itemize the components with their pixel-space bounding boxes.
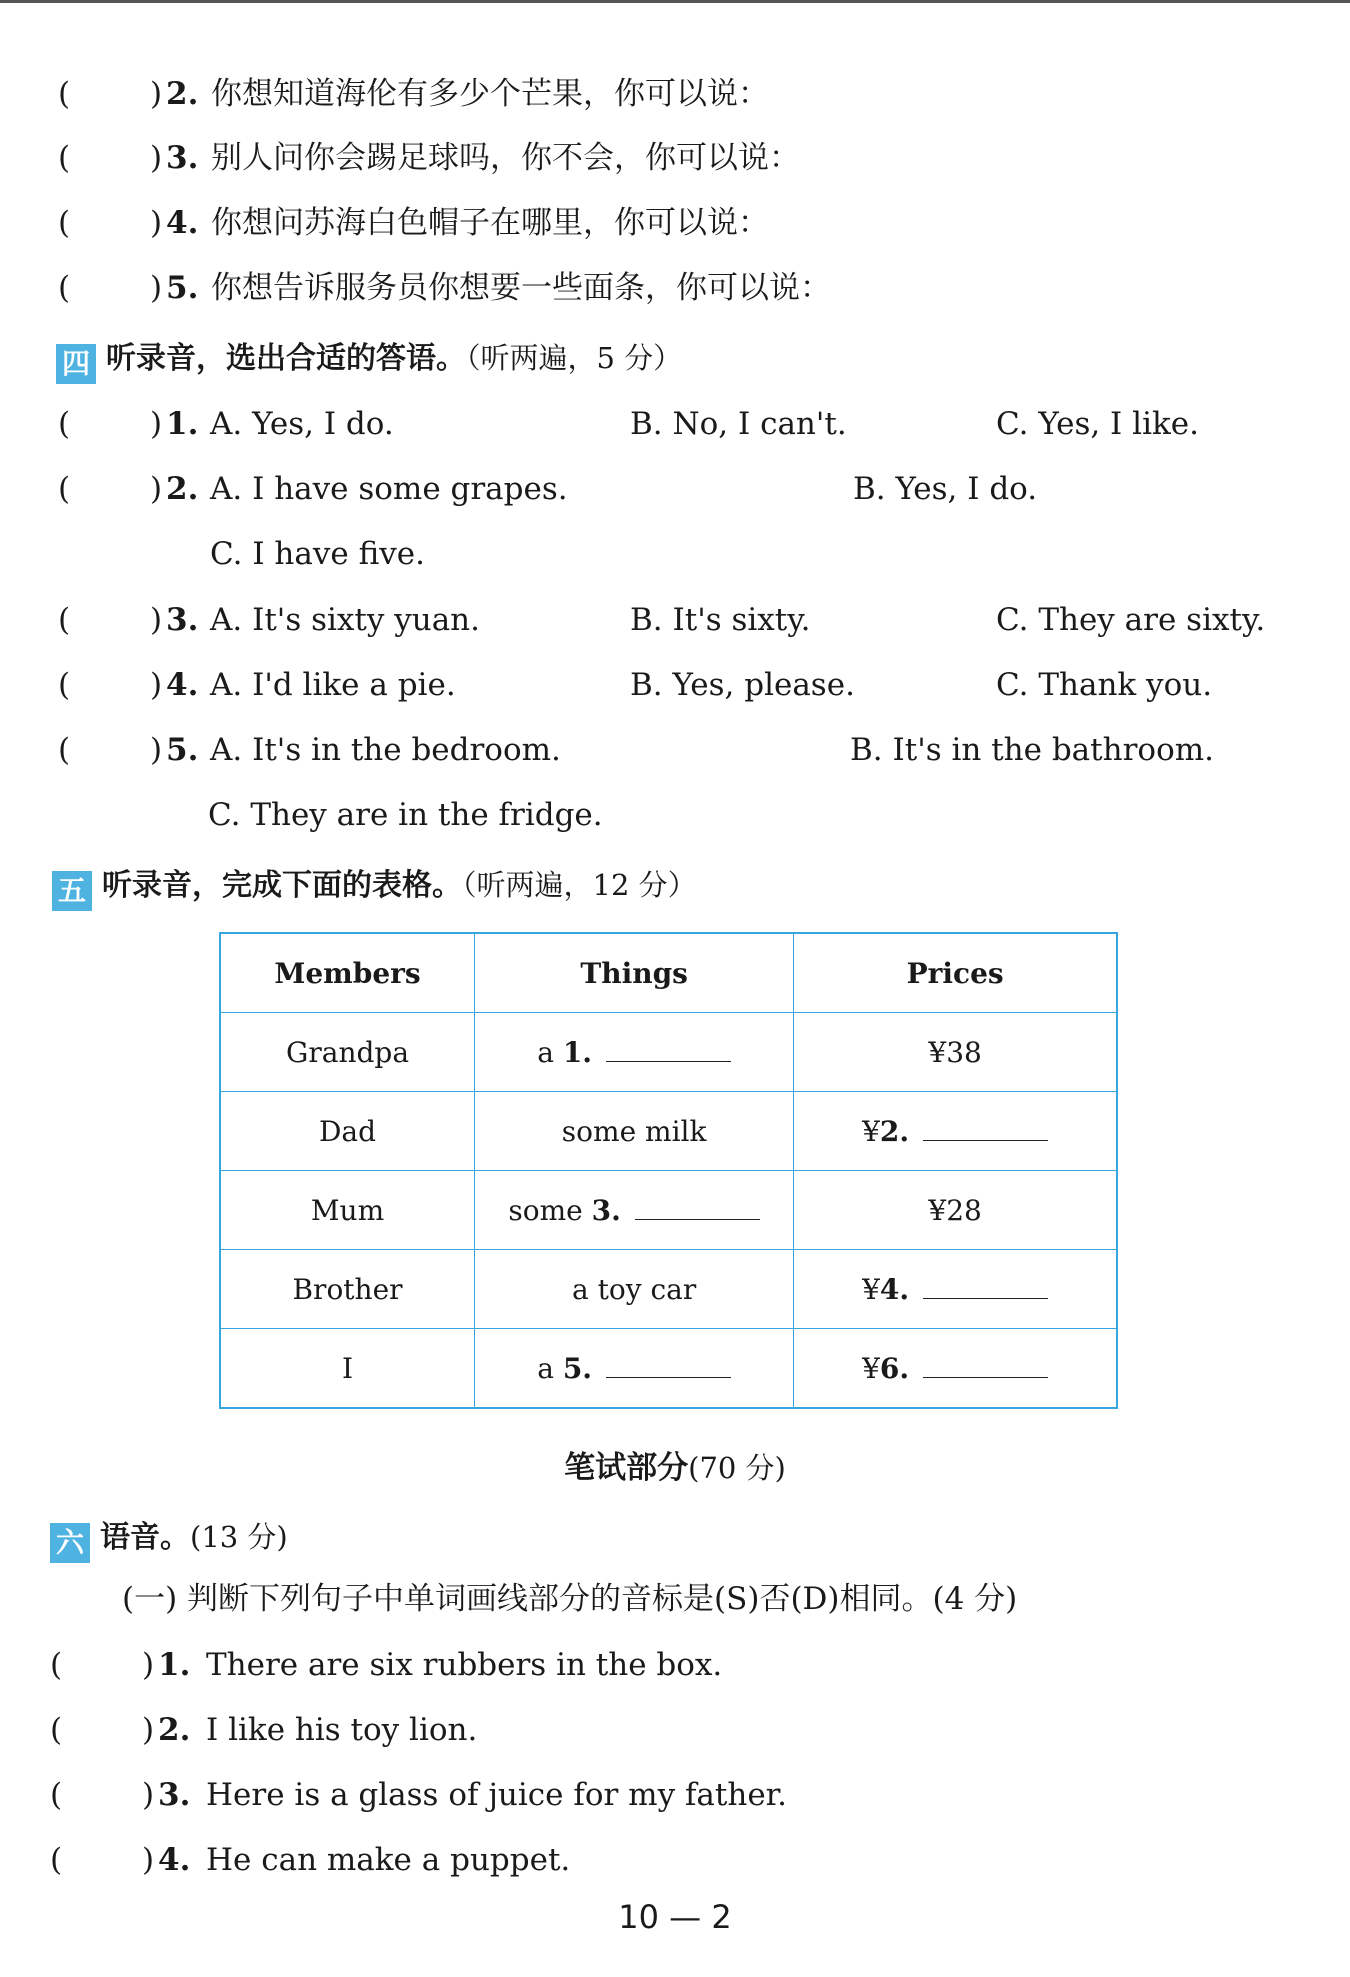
paren-open: ( bbox=[58, 76, 71, 112]
page-number: 10 — 2 bbox=[618, 1898, 732, 1936]
section-note: （听两遍，12 分） bbox=[462, 868, 697, 902]
table-row bbox=[220, 1329, 1117, 1409]
table-row bbox=[220, 1171, 1117, 1250]
thing-cell bbox=[475, 1329, 794, 1409]
question-number: 2. bbox=[158, 1712, 191, 1748]
part-title: 笔试部分 bbox=[564, 1450, 689, 1486]
option-a: A. I'd like a pie. bbox=[210, 667, 456, 703]
option-a: A. I have some grapes. bbox=[210, 471, 568, 507]
question-text: 你想知道海伦有多少个芒果，你可以说： bbox=[211, 76, 769, 112]
option-c: C. Yes, I like. bbox=[996, 406, 1199, 442]
option-a: A. It's in the bedroom. bbox=[210, 732, 561, 768]
question-text: I like his toy lion. bbox=[206, 1712, 478, 1748]
question-item bbox=[58, 268, 831, 308]
answer-blank[interactable] bbox=[923, 1355, 1048, 1378]
thing-cell bbox=[475, 1013, 794, 1092]
option-b: B. Yes, please. bbox=[630, 667, 855, 703]
question-item bbox=[50, 1710, 478, 1750]
option-b: B. No, I can't. bbox=[630, 406, 847, 442]
paren-open: ( bbox=[58, 140, 71, 176]
section-title: 听录音，完成下面的表格。 bbox=[102, 868, 462, 903]
question-item bbox=[58, 74, 769, 114]
section-note: (13 分) bbox=[190, 1520, 288, 1554]
column-header: Members bbox=[220, 933, 475, 1013]
blank-number: 6. bbox=[879, 1351, 910, 1385]
paren-close: ) bbox=[150, 205, 163, 241]
paren-open: ( bbox=[58, 667, 71, 703]
currency-symbol: ¥ bbox=[928, 1035, 947, 1069]
paren-close: ) bbox=[150, 732, 163, 768]
price-cell bbox=[794, 1171, 1117, 1250]
member-cell: Brother bbox=[220, 1250, 475, 1329]
paren-close: ) bbox=[150, 76, 163, 112]
option-c: C. They are in the fridge. bbox=[208, 797, 603, 833]
column-header: Prices bbox=[794, 933, 1117, 1013]
section-title: 听录音，选出合适的答语。 bbox=[106, 341, 466, 376]
question-item bbox=[50, 1775, 787, 1815]
option-a: A. It's sixty yuan. bbox=[210, 602, 480, 638]
option-b: B. It's sixty. bbox=[630, 602, 811, 638]
question-item bbox=[58, 404, 1288, 444]
question-number: 4. bbox=[166, 205, 199, 241]
price-cell bbox=[794, 1329, 1117, 1409]
paren-close: ) bbox=[142, 1777, 155, 1813]
option-c: C. They are sixty. bbox=[996, 602, 1266, 638]
section-note: （听两遍，5 分） bbox=[466, 341, 683, 375]
option-c: C. I have five. bbox=[210, 536, 425, 572]
paren-close: ) bbox=[142, 1647, 155, 1683]
question-text: 你想告诉服务员你想要一些面条，你可以说： bbox=[211, 270, 831, 306]
paren-close: ) bbox=[142, 1842, 155, 1878]
question-number: 5. bbox=[166, 732, 199, 768]
question-number: 4. bbox=[158, 1842, 191, 1878]
question-number: 2. bbox=[166, 76, 199, 112]
section-badge: 五 bbox=[52, 871, 92, 911]
member-cell: Dad bbox=[220, 1092, 475, 1171]
top-border bbox=[0, 0, 1350, 3]
blank-number: 4. bbox=[879, 1272, 910, 1306]
question-item bbox=[58, 138, 800, 178]
thing-cell: some milk bbox=[475, 1092, 794, 1171]
table-header-row bbox=[220, 933, 1117, 1013]
question-text: Here is a glass of juice for my father. bbox=[206, 1777, 787, 1813]
paren-open: ( bbox=[50, 1712, 63, 1748]
question-number: 2. bbox=[166, 471, 199, 507]
table-row bbox=[220, 1092, 1117, 1171]
member-cell: Mum bbox=[220, 1171, 475, 1250]
option-c: C. Thank you. bbox=[996, 667, 1213, 703]
paren-open: ( bbox=[58, 471, 71, 507]
question-number: 3. bbox=[166, 602, 199, 638]
question-number: 3. bbox=[166, 140, 199, 176]
price-value: 28 bbox=[946, 1193, 982, 1227]
question-number: 1. bbox=[158, 1647, 191, 1683]
question-text: 别人问你会踢足球吗，你不会，你可以说： bbox=[211, 140, 800, 176]
question-item bbox=[58, 469, 1288, 572]
blank-number: 1. bbox=[562, 1035, 593, 1069]
price-value: 38 bbox=[946, 1035, 982, 1069]
answer-blank[interactable] bbox=[635, 1197, 760, 1220]
question-item bbox=[58, 600, 1288, 640]
paren-open: ( bbox=[58, 406, 71, 442]
table-row bbox=[220, 1013, 1117, 1092]
answer-blank[interactable] bbox=[923, 1118, 1048, 1141]
question-text: 你想问苏海白色帽子在哪里，你可以说： bbox=[211, 205, 769, 241]
table-row bbox=[220, 1250, 1117, 1329]
section-badge: 六 bbox=[50, 1523, 90, 1563]
question-item bbox=[58, 730, 1288, 833]
thing-prefix: a bbox=[537, 1351, 554, 1385]
column-header: Things bbox=[475, 933, 794, 1013]
option-b: B. It's in the bathroom. bbox=[850, 732, 1214, 768]
question-number: 5. bbox=[166, 270, 199, 306]
thing-cell bbox=[475, 1171, 794, 1250]
question-text: There are six rubbers in the box. bbox=[206, 1647, 723, 1683]
subsection-title: (一) 判断下列句子中单词画线部分的音标是(S)否(D)相同。(4 分) bbox=[122, 1581, 1018, 1617]
paren-open: ( bbox=[50, 1842, 63, 1878]
answer-blank[interactable] bbox=[923, 1276, 1048, 1299]
thing-cell: a toy car bbox=[475, 1250, 794, 1329]
paren-close: ) bbox=[142, 1712, 155, 1748]
section6-header bbox=[50, 1512, 288, 1563]
question-item bbox=[50, 1645, 723, 1685]
paren-open: ( bbox=[58, 602, 71, 638]
price-cell bbox=[794, 1013, 1117, 1092]
price-cell bbox=[794, 1250, 1117, 1329]
currency-symbol: ¥ bbox=[928, 1193, 947, 1227]
thing-prefix: a bbox=[537, 1035, 554, 1069]
thing-prefix: some bbox=[508, 1193, 583, 1227]
answer-blank[interactable] bbox=[606, 1039, 731, 1062]
blank-number: 5. bbox=[562, 1351, 593, 1385]
question-text: He can make a puppet. bbox=[206, 1842, 571, 1878]
question-number: 1. bbox=[166, 406, 199, 442]
section-badge: 四 bbox=[56, 344, 96, 384]
paren-open: ( bbox=[58, 270, 71, 306]
paren-close: ) bbox=[150, 270, 163, 306]
paren-close: ) bbox=[150, 471, 163, 507]
section5-header bbox=[52, 860, 697, 911]
part-note: (70 分) bbox=[688, 1451, 786, 1485]
currency-symbol: ¥ bbox=[862, 1272, 880, 1306]
price-cell bbox=[794, 1092, 1117, 1171]
member-cell: I bbox=[220, 1329, 475, 1409]
paren-open: ( bbox=[58, 732, 71, 768]
section-title: 语音。 bbox=[100, 1520, 190, 1555]
question-item bbox=[58, 203, 769, 243]
question-number: 3. bbox=[158, 1777, 191, 1813]
option-a: A. Yes, I do. bbox=[210, 406, 394, 442]
section4-header bbox=[56, 333, 682, 384]
question-item bbox=[58, 665, 1288, 705]
blank-number: 2. bbox=[879, 1114, 910, 1148]
paren-close: ) bbox=[150, 140, 163, 176]
written-part-title bbox=[0, 1442, 1350, 1487]
shopping-table bbox=[219, 932, 1118, 1409]
currency-symbol: ¥ bbox=[862, 1351, 880, 1385]
option-b: B. Yes, I do. bbox=[853, 471, 1038, 507]
blank-number: 3. bbox=[591, 1193, 621, 1227]
member-cell: Grandpa bbox=[220, 1013, 475, 1092]
paren-close: ) bbox=[150, 406, 163, 442]
question-number: 4. bbox=[166, 667, 199, 703]
currency-symbol: ¥ bbox=[862, 1114, 880, 1148]
paren-open: ( bbox=[50, 1777, 63, 1813]
paren-open: ( bbox=[50, 1647, 63, 1683]
paren-open: ( bbox=[58, 205, 71, 241]
answer-blank[interactable] bbox=[606, 1355, 731, 1378]
paren-close: ) bbox=[150, 602, 163, 638]
question-item bbox=[50, 1840, 571, 1880]
paren-close: ) bbox=[150, 667, 163, 703]
